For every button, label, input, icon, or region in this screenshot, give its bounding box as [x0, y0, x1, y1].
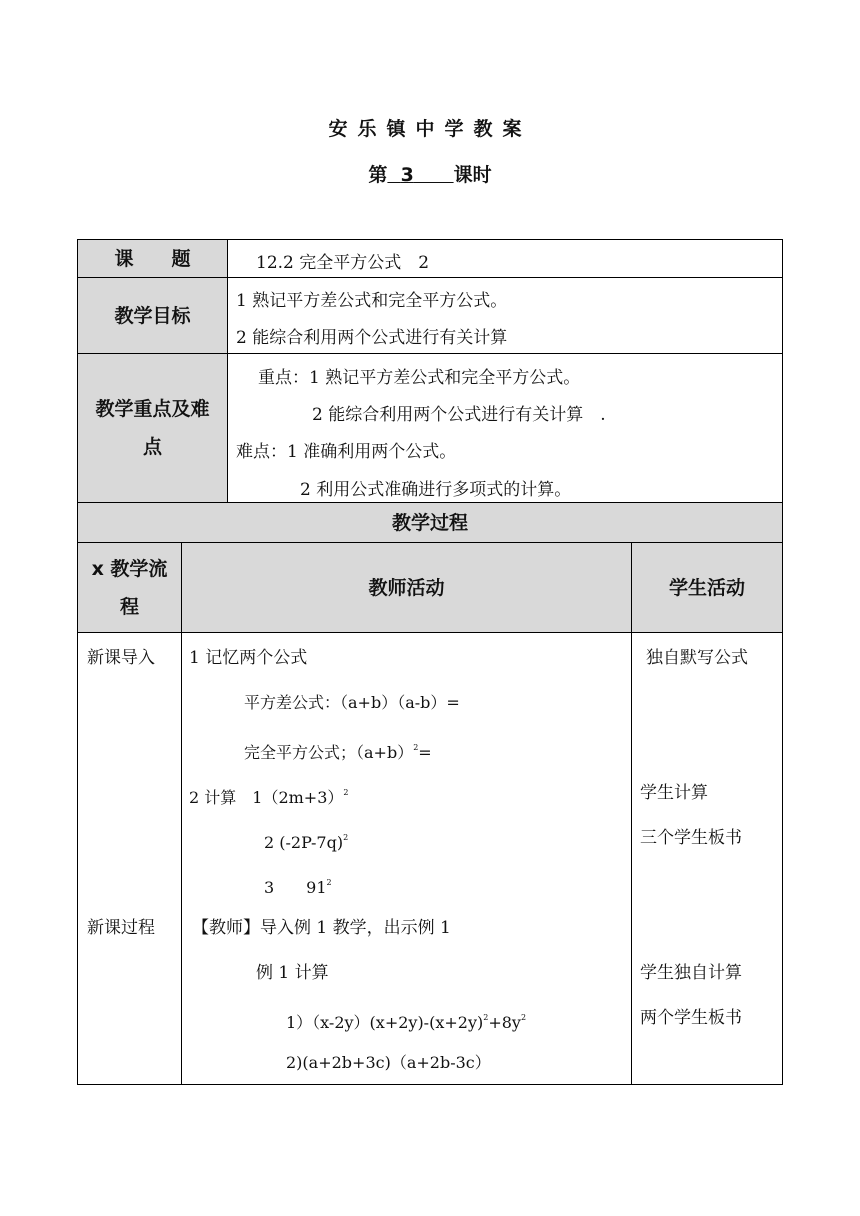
goal-1: 1 熟记平方差公式和完全平方公式。 [236, 291, 508, 311]
student-line-5: 两个学生板书 [640, 1008, 742, 1028]
key-points-label-line2: 点 [142, 436, 162, 458]
process-title: 教学过程 [391, 511, 468, 534]
key-point-1: 重点：1 熟记平方差公式和完全平方公式。 [258, 368, 581, 388]
difficulty-1: 难点：1 准确利用两个公式。 [236, 442, 457, 462]
student-line-2: 学生计算 [640, 783, 708, 803]
goals-label: 教学目标 [114, 304, 191, 327]
student-line-1: 独自默写公式 [646, 648, 748, 668]
teacher-line-7: 【教师】导入例 1 教学，出示例 1 [192, 918, 451, 938]
teacher-line-4: 2 计算 $1(2m+3)^2$ [189, 788, 349, 807]
flow-intro: 新课导入 [87, 648, 155, 668]
teacher-line-6: 3 $91^2$ [264, 878, 332, 897]
col-flow-header [78, 543, 181, 632]
lesson-number-line [0, 160, 860, 187]
topic-label: 课 题 [114, 247, 191, 270]
col-flow-line2: 程 [119, 595, 139, 618]
student-line-4: 学生独自计算 [640, 963, 742, 983]
key-point-2: 2 能综合利用两个公式进行有关计算 . [312, 405, 606, 425]
col-student-header: 学生活动 [668, 576, 745, 599]
teacher-line-5: 2 $(-2P-7q)^2$ [264, 833, 349, 852]
flow-process: 新课过程 [87, 918, 155, 938]
teacher-line-3: 完全平方公式；$(a+b)^2=$ [244, 743, 432, 762]
lesson-suffix: 课时 [453, 164, 492, 186]
goal-2: 2 能综合利用两个公式进行有关计算 [236, 328, 508, 348]
lesson-number: 3 [400, 164, 414, 186]
key-points-label [78, 354, 227, 502]
teacher-line-8: 例 1 计算 [256, 963, 329, 983]
student-line-3: 三个学生板书 [640, 828, 742, 848]
teacher-line-9: $1)(x-2y)(x+2y)-(x+2y)^2+8y^2$ [286, 1013, 527, 1032]
topic-value: 12.2 完全平方公式 2 [256, 253, 430, 273]
col-teacher-header: 教师活动 [368, 576, 445, 599]
teacher-line-10: 2)(a+2b+3c)（a+2b-3c） [286, 1053, 491, 1072]
teacher-line-2: 平方差公式：（a+b）（a-b）= [244, 693, 460, 712]
key-points-label-line1: 教学重点及难 [95, 398, 210, 420]
teacher-line-1: 1 记忆两个公式 [189, 648, 308, 668]
lesson-prefix: 第 [368, 164, 388, 186]
difficulty-2: 2 利用公式准确进行多项式的计算。 [300, 480, 572, 500]
col-flow-line1: x 教学流 [91, 557, 168, 580]
school-title: 安乐镇中学教案 [328, 118, 532, 140]
